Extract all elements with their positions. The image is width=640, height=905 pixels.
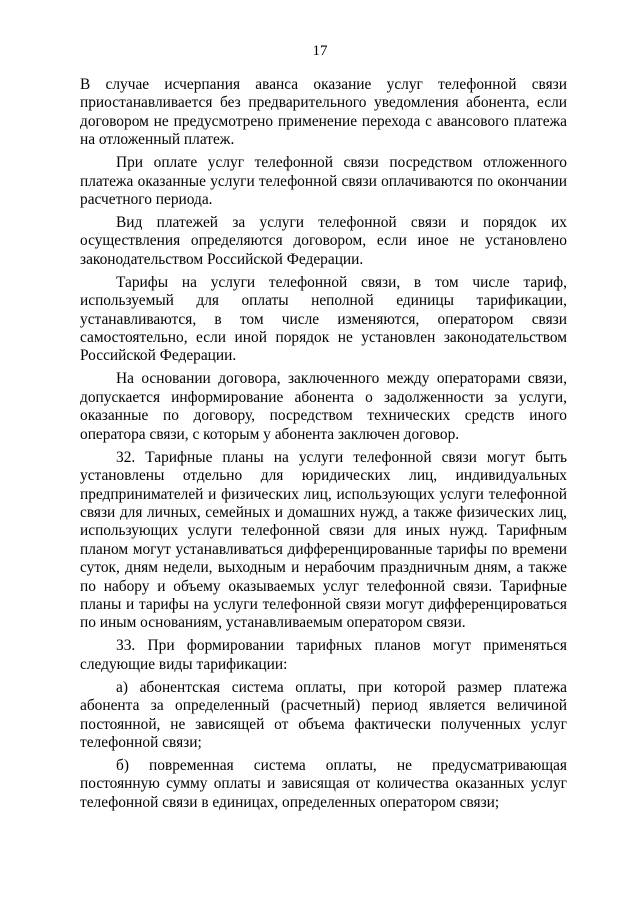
paragraph-item-a: а) абонентская система оплаты, при которой размер платежа абонента за определенный (расчетный) период является величиной постоянной, не зависящей от объема фактически полученных услуг телефонной связи; bbox=[80, 678, 567, 751]
paragraph-item-b: б) повременная система оплаты, не предусматривающая постоянную сумму оплаты и зависящая от количества оказанных услуг телефонной связи в единицах, определенных оператором связи; bbox=[80, 756, 567, 811]
paragraph-debt-notification: На основании договора, заключенного между операторами связи, допускается информирование абонента о задолженности за услуги, оказанные по договору, посредством технических средств иного оператора связи, с которым у абонента заключен договор. bbox=[80, 370, 567, 443]
paragraph-payment-types: Вид платежей за услуги телефонной связи и порядок их осуществления определяются договором, если иное не установлено законодательством Российской Федерации. bbox=[80, 214, 567, 268]
page-number: 17 bbox=[312, 43, 328, 59]
paragraph-tariffs: Тарифы на услуги телефонной связи, в том числе тариф, используемый для оплаты неполной единицы тарификации, устанавливаются, в том числе изменяются, оператором связи самостоятельно, если иной порядок не установлен законодательством Российской Федерации. bbox=[80, 273, 567, 365]
document-body bbox=[80, 76, 567, 817]
paragraph-advance-exhaustion: В случае исчерпания аванса оказание услуг телефонной связи приостанавливается без предварительного уведомления абонента, если договором не предусмотрено применение перехода с авансового платежа на отложенный платеж. bbox=[80, 76, 567, 149]
paragraph-section-33: 33. При формировании тарифных планов могут применяться следующие виды тарификации: bbox=[80, 637, 567, 673]
paragraph-section-32: 32. Тарифные планы на услуги телефонной связи могут быть установлены отдельно для юридических лиц, индивидуальных предпринимателей и физических лиц, использующих услуги телефонной связи для личных, семейных и домашних нужд, а также физических лиц, использующих услуги телефонной связи для иных нужд. Тарифным планом могут устанавливаться дифференцированные тарифы по времени суток, дням недели, выходным и нерабочим праздничным дням, а также по набору и объему оказываемых услуг телефонной связи. Тарифные планы и тарифы на услуги телефонной связи могут дифференцироваться по иным основаниям, устанавливаемым оператором связи. bbox=[80, 448, 567, 632]
paragraph-deferred-payment: При оплате услуг телефонной связи посредством отложенного платежа оказанные услуги телефонной связи оплачиваются по окончании расчетного периода. bbox=[80, 154, 567, 209]
